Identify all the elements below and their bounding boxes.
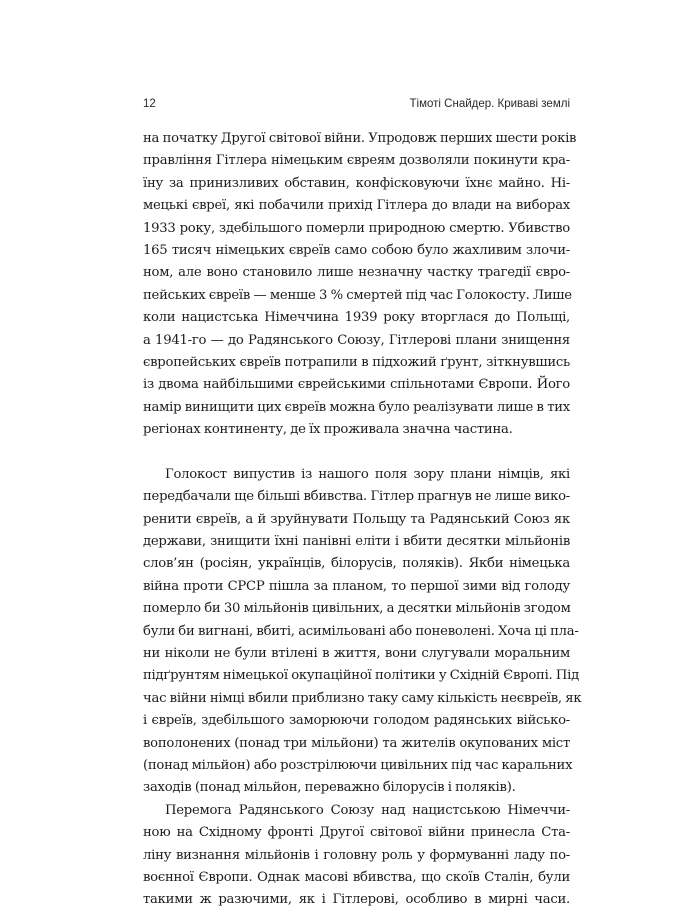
text-line: ліну визнання мільйонів і головну роль у формуванні ладу по- [143, 847, 570, 863]
text-line: 165 тисяч німецьких євреїв само собою було жахливим злочи- [143, 242, 570, 258]
text-line: намір винищити цих євреїв можна було реалізувати лише в тих [143, 399, 570, 415]
text-line: на початку Другої світової війни. Упродовж перших шести років [143, 131, 577, 146]
text-line: слов’ян (росіян, українців, білорусів, поляків). Якби німецька [143, 556, 570, 572]
text-line: ренити євреїв, а й зруйнувати Польщу та Радянський Союз як [143, 511, 570, 527]
body-text [143, 128, 582, 912]
page-number: 12 [143, 98, 156, 110]
text-line: підґрунтям німецької окупаційної політики у Східній Європі. Під [143, 668, 580, 684]
text-line: європейських євреїв потрапили в підхожий ґрунт, зіткнувшись [143, 354, 570, 370]
text-line: передбачали ще більші вбивства. Гітлер прагнув не лише вико- [143, 489, 570, 505]
text-line: регіонах континенту, де їх проживала значна частина. [143, 422, 513, 438]
text-line: коли нацистська Німеччина 1939 року вторглася до Польщі, [143, 310, 570, 326]
text-line: Перемога Радянського Союзу над нацистською Німеччи- [165, 802, 570, 818]
paragraph-1 [143, 128, 577, 441]
text-line: ни ніколи не були втілені в життя, вони слугували моральним [143, 645, 570, 661]
text-line: Голокост випустив із нашого поля зору плани німців, які [165, 466, 570, 482]
text-line: правління Гітлера німецьким євреям дозволяли покинути кра- [143, 153, 570, 169]
page-header [143, 98, 570, 114]
paragraph-2 [143, 464, 582, 800]
text-line: вополонених (понад три мільйони) та жителів окупованих міст [143, 735, 570, 751]
text-line: їну за принизливих обставин, конфісковуючи їхнє майно. Ні- [143, 175, 570, 191]
text-line: воєнної Європи. Однак масові вбивства, що скоїв Сталін, були [143, 869, 570, 885]
text-line: і євреїв, здебільшого заморюючи голодом радянських військо- [143, 713, 570, 729]
running-head: Тімоті Снайдер. Криваві землі [409, 98, 570, 110]
text-line: держави, знищити їхні панівні еліти і вбити десятки мільйонів [143, 534, 570, 550]
text-line: війна проти СРСР пішла за планом, то першої зими від голоду [143, 578, 570, 594]
text-line: пейських євреїв — менше 3 % смертей під час Голокосту. Лише [143, 287, 572, 303]
text-line: 1933 року, здебільшого померли природною смертю. Убивство [143, 220, 570, 236]
text-line: ною на Східному фронті Другої світової війни принесла Ста- [143, 825, 570, 841]
text-line: а 1941-го — до Радянського Союзу, Гітлерові плани знищення [143, 332, 570, 348]
text-line: із двома найбільшими єврейськими спільнотами Європи. Його [143, 377, 570, 393]
paragraph-3 [143, 800, 570, 912]
text-line: ном, але воно становило лише незначну частку трагедії євро- [143, 265, 570, 281]
paragraph-gap [143, 441, 570, 463]
text-line: заходів (понад мільйон, переважно білорусів і поляків). [143, 780, 516, 796]
text-line: мецькі євреї, які побачили прихід Гітлера до влади на виборах [143, 198, 570, 214]
text-line: були би вигнані, вбиті, асимільовані або поневолені. Хоча ці пла- [143, 623, 579, 639]
text-line: такими ж разючими, як і Гітлерові, особливо в мирні часи. [143, 892, 570, 908]
text-line: час війни німці вбили приблизно таку саму кількість неєвреїв, як [143, 690, 582, 706]
text-line: померло би 30 мільйонів цивільних, а десятки мільйонів згодом [143, 601, 571, 617]
text-line: (понад мільйон) або розстрілюючи цивільних під час каральних [143, 757, 573, 773]
